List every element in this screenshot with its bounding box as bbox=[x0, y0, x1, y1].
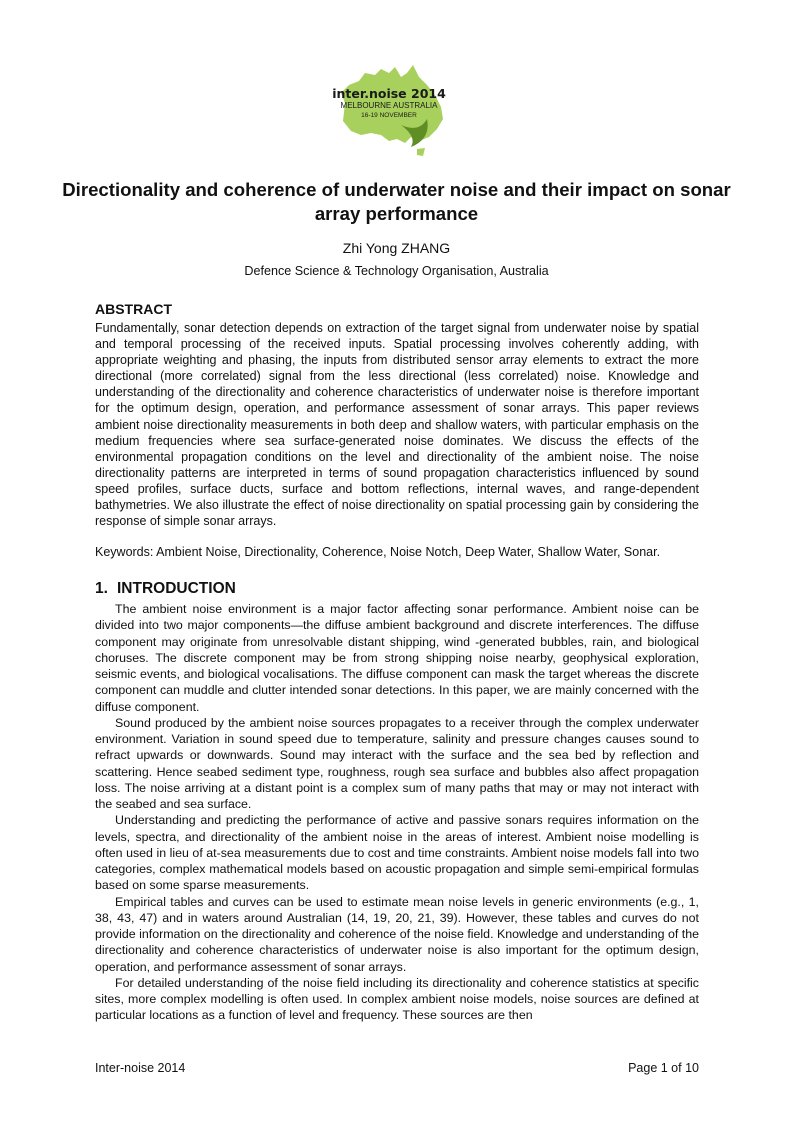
paragraph: For detailed understanding of the noise field including its directionality and coherence statistics at specific sites, more complex modelling is often used. In complex ambient noise models, noise sources are defined at particular locations as a function of level and frequency. These sources are then bbox=[95, 975, 699, 1023]
paper-title: Directionality and coherence of underwater noise and their impact on sonar array performance bbox=[62, 179, 731, 224]
footer-conference: Inter-noise 2014 bbox=[95, 1061, 186, 1075]
section-heading bbox=[95, 580, 236, 598]
abstract-heading: ABSTRACT bbox=[95, 301, 172, 317]
author-name: Zhi Yong ZHANG bbox=[342, 240, 451, 256]
logo-location: MELBOURNE AUSTRALIA bbox=[340, 101, 438, 110]
section-body bbox=[95, 601, 699, 1024]
conference-logo bbox=[331, 63, 451, 161]
section-title: INTRODUCTION bbox=[117, 580, 236, 597]
abstract-text: Fundamentally, sonar detection depends on extraction of the target signal from underwater noise by spatial and temporal processing of the received inputs. Spatial processing involves coherently adding, with appropriate weighting and phasing, the inputs from distributed sensor array elements to extract the more directional (more correlated) signal from the less directional (less correlated) noise. Knowledge and understanding of the directionality and coherence characteristics of underwater noise is therefore important for the optimum design, operation, and performance assessment of sonar arrays. This paper reviews ambient noise directionality measurements in both deep and shallow waters, with particular emphasis on the medium frequencies where sea surface-generated noise dominates. We discuss the effects of the environmental propagation conditions on the level and directionality of the ambient noise. The noise directionality patterns are interpreted in terms of sound propagation characteristics influenced by sound speed profiles, surface ducts, surface and bottom reflections, internal waves, and range-dependent bathymetries. We also illustrate the effect of noise directionality on spatial processing gain by considering the response of simple sonar arrays. bbox=[95, 321, 699, 529]
paragraph: Sound produced by the ambient noise sources propagates to a receiver through the complex underwater environment. Variation in sound speed due to temperature, salinity and pressure changes causes sound to refract upwards or downwards. Sound may interact with the surface and the sea bed by reflection and scattering. Hence seabed sediment type, roughness, rough sea surface and bubbles also affect propagation loss. The noise arriving at a distant point is a complex sum of many paths that may or may not interact with the seabed and sea surface. bbox=[95, 715, 699, 811]
australia-map-logo-icon bbox=[331, 63, 451, 161]
paragraph: The ambient noise environment is a major factor affecting sonar performance. Ambient noise can be divided into two major components—the diffuse ambient background and discrete interferences. The diffuse component may originate from unresolvable distant shipping, wind -generated bubbles, rain, and biological choruses. The discrete component may be from strong shipping noise nearby, geophysical exploration, seismic events, and biological vocalisations. The diffuse component can mask the target whereas the discrete component can muddle and clutter intended sonar detections. In this paper, we are mainly concerned with the diffuse component. bbox=[95, 602, 699, 714]
paragraph: Empirical tables and curves can be used to estimate mean noise levels in generic environments (e.g., 1, 38, 43, 47) and in waters around Australian (14, 19, 20, 21, 39). However, these tables and curves do not provide information on the directionality and coherence of the noise field. Knowledge and understanding of the directionality and coherence characteristics of underwater noise is also important for the optimum design, operation, and performance assessment of sonar arrays. bbox=[95, 894, 699, 974]
keywords: Keywords: Ambient Noise, Directionality, Coherence, Noise Notch, Deep Water, Shallow Water, Sonar. bbox=[95, 545, 661, 559]
logo-dates: 16-19 NOVEMBER bbox=[361, 112, 417, 119]
section-number: 1. bbox=[95, 580, 108, 597]
logo-name: inter.noise 2014 bbox=[332, 86, 446, 101]
footer-page-number: Page 1 of 10 bbox=[628, 1061, 699, 1075]
paragraph: Understanding and predicting the performance of active and passive sonars requires information on the levels, spectra, and directionality of the ambient noise in the areas of interest. Ambient noise modelling is often used in lieu of at-sea measurements due to cost and time constraints. Ambient noise models fall into two categories, complex mathematical models based on acoustic propagation and simple semi-empirical formulas based on some sparse measurements. bbox=[95, 813, 699, 893]
tasmania-shape bbox=[417, 148, 425, 156]
author-affiliation: Defence Science & Technology Organisation, Australia bbox=[244, 264, 549, 278]
